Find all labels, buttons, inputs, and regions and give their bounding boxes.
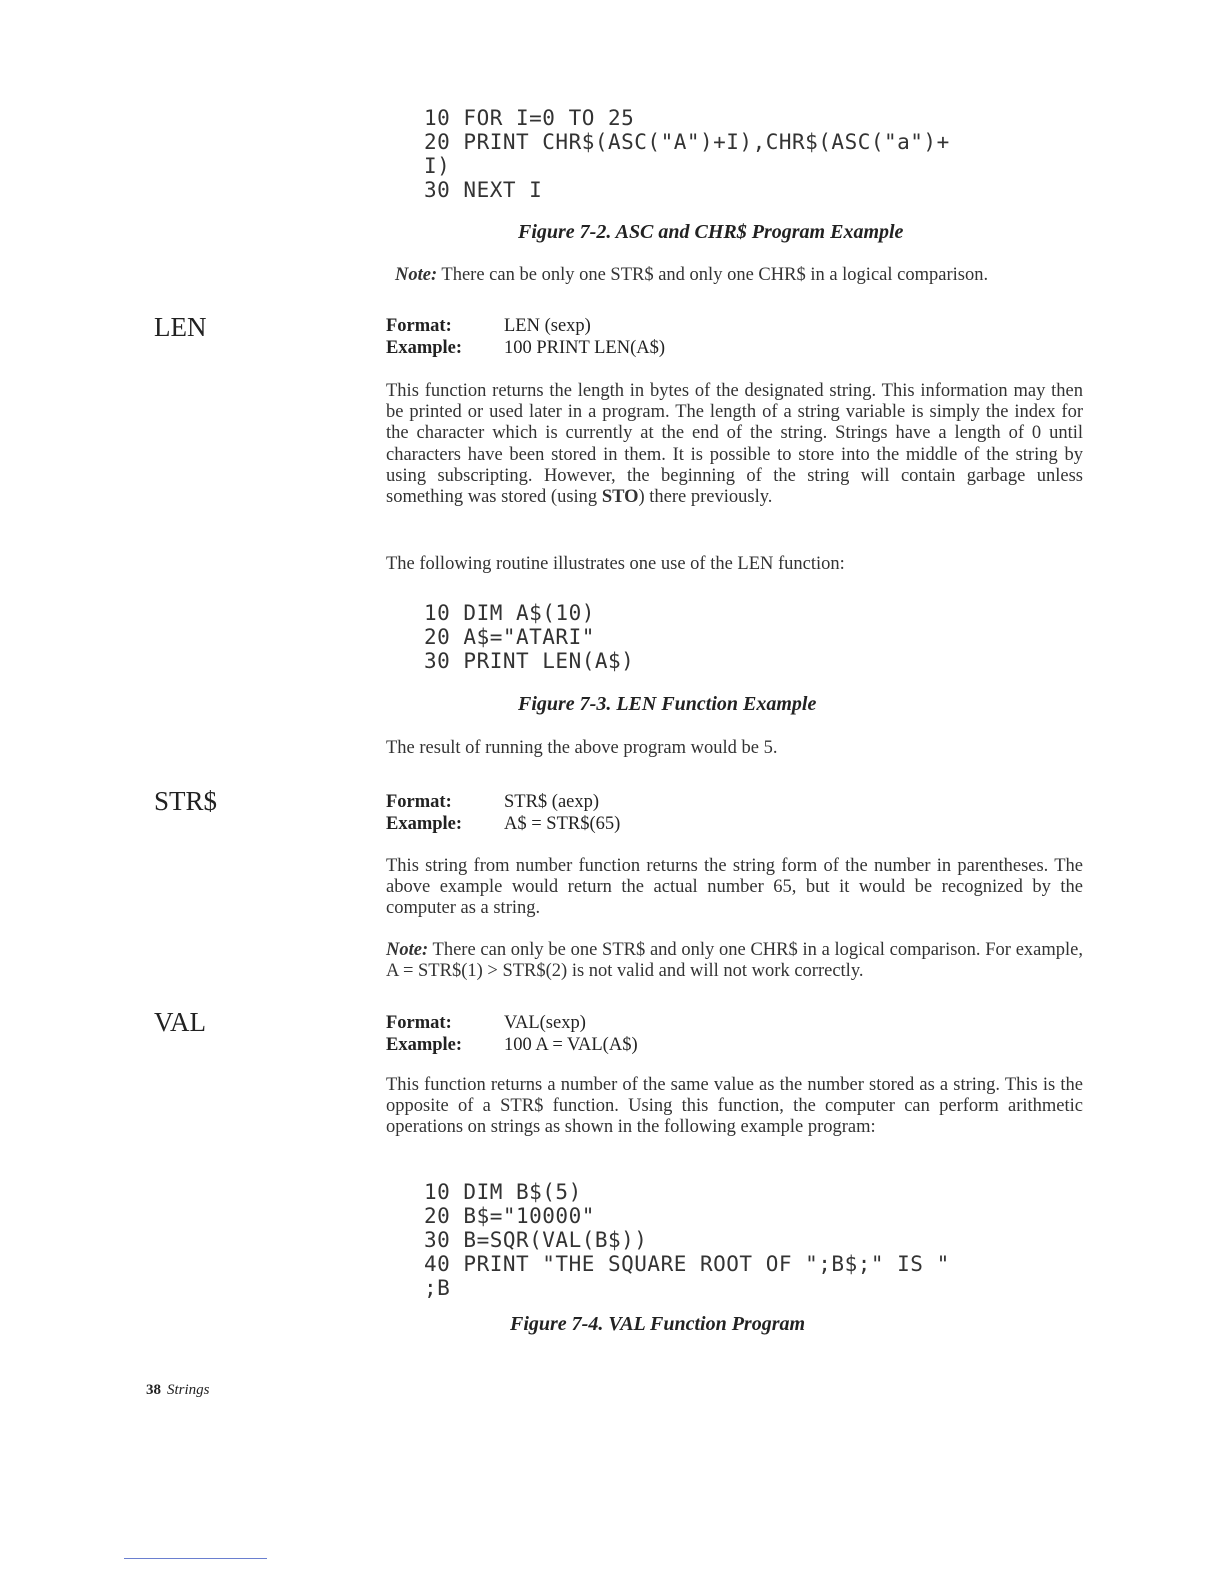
figure-7-4-code: 10 DIM B$(5) 20 B$="10000" 30 B=SQR(VAL(B$)) 40 PRINT "THE SQUARE ROOT OF ";B$;" IS " ;B [424,1180,950,1300]
len-description [386,381,1083,508]
format-label: Format: [386,792,452,812]
len-format-block [386,316,665,359]
format-value: LEN (sexp) [504,316,591,336]
format-value: STR$ (aexp) [504,792,600,812]
note-label: Note: [395,265,438,285]
figure-7-2-caption: Figure 7-2. ASC and CHR$ Program Example [518,221,904,243]
len-description-text: This function returns the length in bytes of the designated string. This information may then be printed or used later in a program. The length of a string variable is simply the index for the character which is currently at the end of the string. Strings have a length of 0 until characters have been stored in them. It is possible to store into the middle of the string by using subscripting. However, the beginning of the string will contain garbage unless something was stored (using [386,381,1083,508]
figure-7-3-code: 10 DIM A$(10) 20 A$="ATARI" 30 PRINT LEN(A$) [424,601,635,673]
figure-7-2-code: 10 FOR I=0 TO 25 20 PRINT CHR$(ASC("A")+I),CHR$(ASC("a")+ I) 30 NEXT I [424,106,950,202]
example-label: Example: [386,1034,463,1055]
sto-keyword: STO [601,487,639,508]
len-description-end: ) there previously. [638,487,773,508]
section-heading-len: LEN [154,312,207,342]
example-label: Example: [386,337,463,358]
section-heading-str: STR$ [154,786,218,816]
note-text: There can be only one STR$ and only one CHR$ in a logical comparison. [441,265,989,285]
example-value: A$ = STR$(65) [504,813,621,834]
example-value: 100 PRINT LEN(A$) [504,337,666,358]
str-format-block [386,792,620,835]
val-description: This function returns a number of the same value as the number stored as a string. This is the opposite of a STR$ function. Using this function, the computer can perform arithmetic operations on strings as shown in the following example program: [386,1075,1083,1138]
str-description: This string from number function returns the string form of the number in parentheses. The above example would return the actual number 65, but it would be recognized by the computer as a string. [386,856,1083,919]
format-value: VAL(sexp) [504,1013,586,1033]
figure-7-4-caption: Figure 7-4. VAL Function Program [510,1313,806,1335]
str-note-paragraph [386,940,1083,982]
example-value: 100 A = VAL(A$) [504,1034,638,1055]
page-number: 38 [146,1382,161,1398]
format-label: Format: [386,1013,452,1033]
example-label: Example: [386,813,463,834]
note-label: Note: [386,940,429,960]
page-footer [146,1382,210,1399]
section-heading-val: VAL [154,1007,207,1037]
footer-section: Strings [167,1382,210,1398]
len-routine-intro: The following routine illustrates one use of the LEN function: [386,554,845,574]
note-text: There can only be one STR$ and only one CHR$ in a logical comparison. For example, A = STR$(1) > STR$(2) is not valid and will not work correctly. [386,940,1083,982]
format-label: Format: [386,316,452,336]
footnote-rule [124,1558,267,1559]
len-result: The result of running the above program would be 5. [386,738,778,758]
val-format-block [386,1013,638,1056]
figure-7-3-caption: Figure 7-3. LEN Function Example [518,693,817,715]
note-paragraph [395,265,1115,286]
